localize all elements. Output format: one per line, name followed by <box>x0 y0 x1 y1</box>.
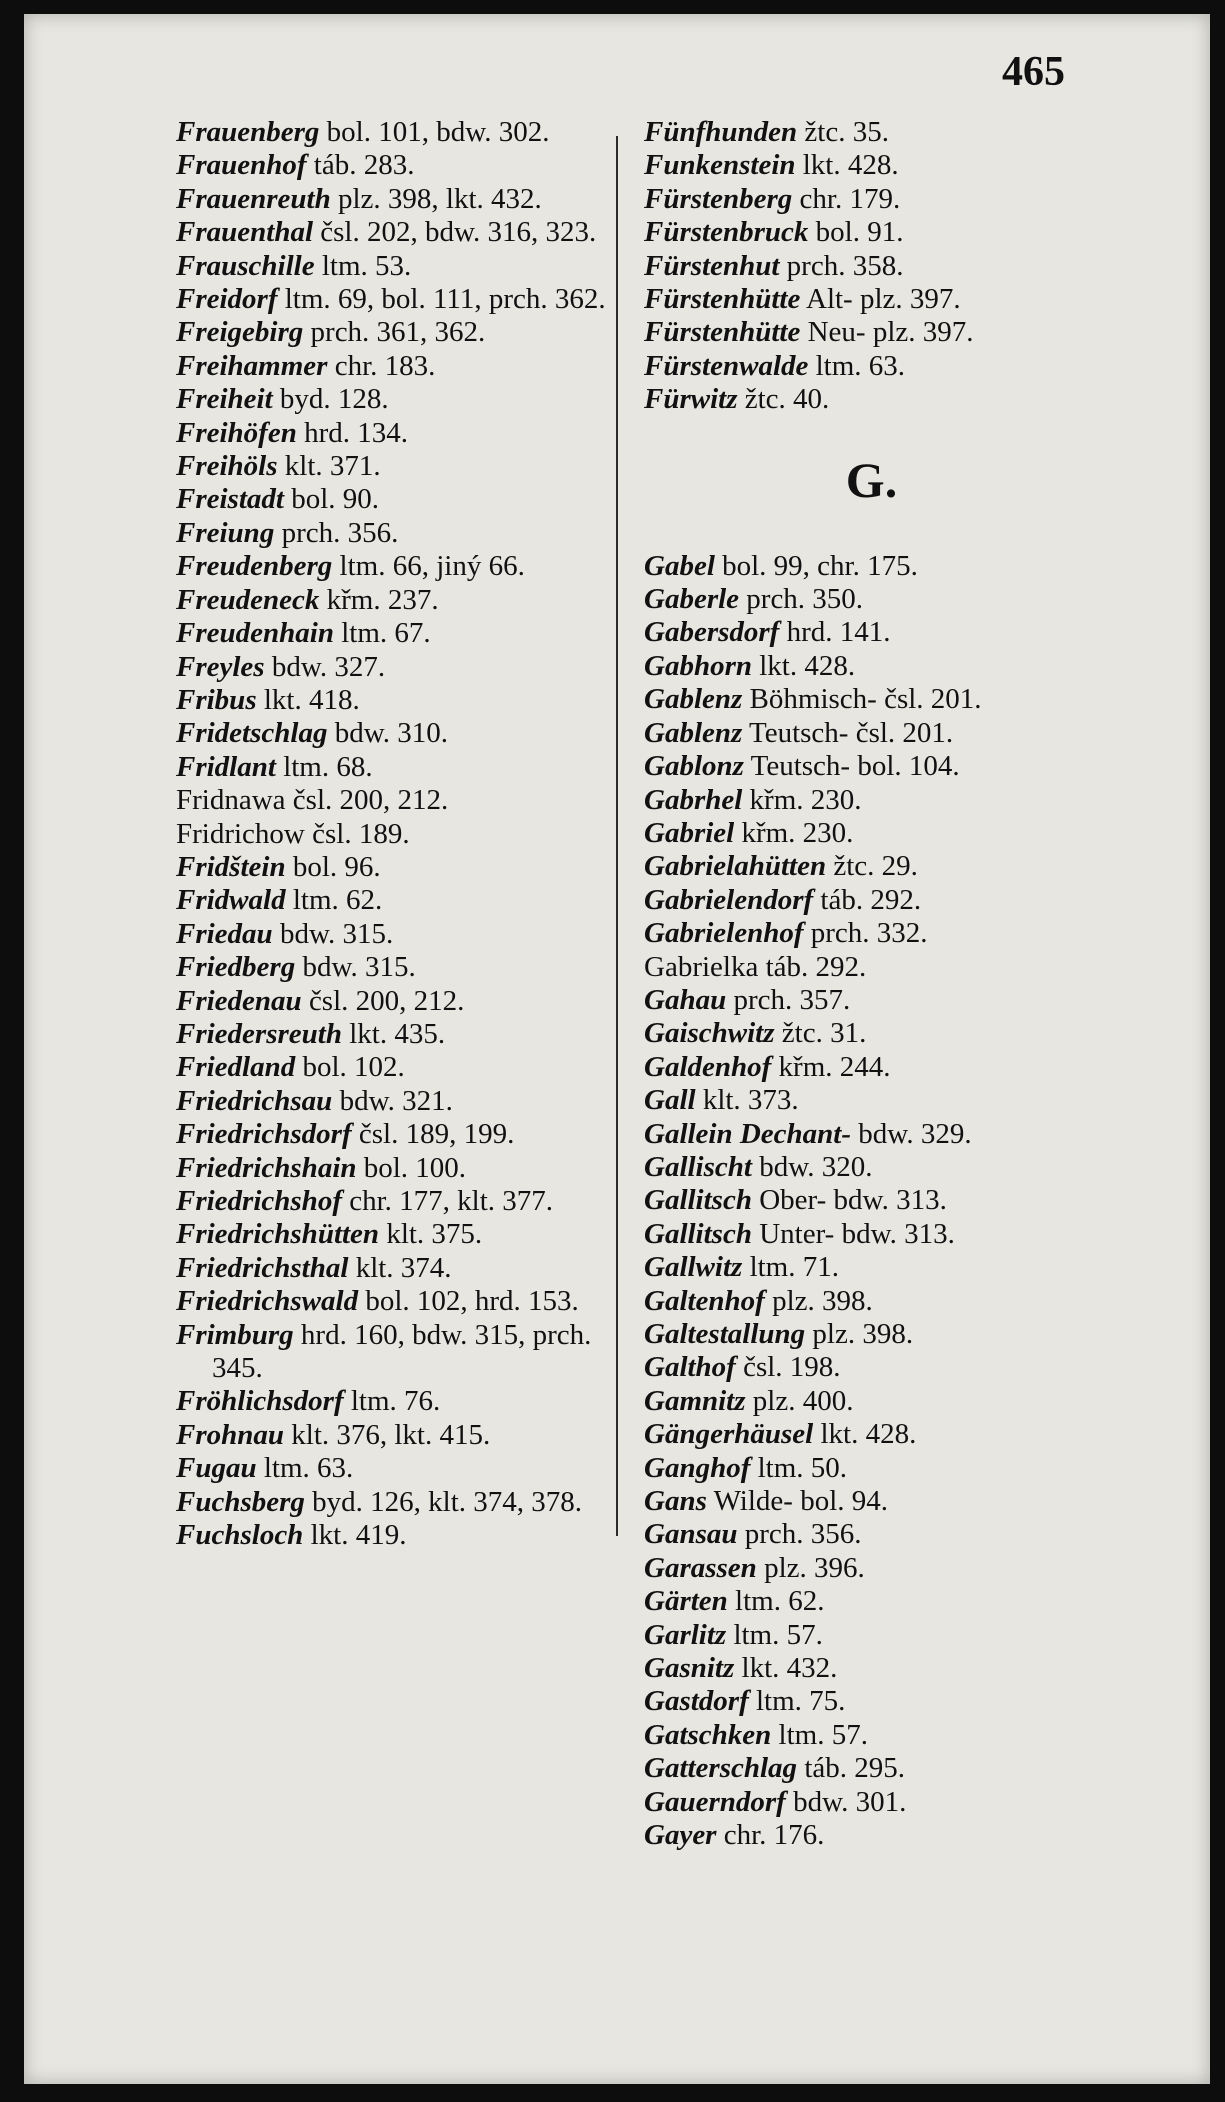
entry-place-name: Frauenreuth <box>176 182 331 215</box>
section-letter-heading: G. <box>845 451 898 508</box>
index-entry <box>644 1485 1099 1518</box>
index-entry <box>176 149 631 182</box>
entry-place-name: Friedrichshain <box>176 1151 357 1184</box>
entry-place-name: Fugau <box>176 1452 257 1485</box>
entry-reference: ltm. 76. <box>350 1385 441 1418</box>
index-entry <box>176 1085 631 1118</box>
entry-reference: plz. 400. <box>752 1384 854 1417</box>
index-entry <box>176 1152 631 1185</box>
index-entry <box>176 183 631 216</box>
index-entry <box>644 383 1099 416</box>
right-column-g-entries <box>644 550 1099 1853</box>
entry-place-name: Fürstenhütte <box>644 283 801 316</box>
entry-reference: čsl. 200, 212. <box>308 984 465 1017</box>
entry-place-name: Ganghof <box>644 1451 751 1484</box>
right-column-f-entries <box>644 116 1099 417</box>
entry-reference: křm. 237. <box>326 583 439 616</box>
entry-place-name: Fridlant <box>176 750 276 783</box>
entry-reference: bdw. 327. <box>271 650 386 683</box>
entry-place-name: Gallitsch <box>644 1217 752 1250</box>
entry-reference: klt. 371. <box>284 450 381 483</box>
entry-place-name: Gans <box>644 1485 707 1518</box>
entry-reference: Wilde- bol. 94. <box>713 1485 889 1518</box>
index-entry <box>176 851 631 884</box>
index-entry <box>176 350 631 383</box>
index-entry <box>176 784 631 817</box>
entry-reference: ltm. 57. <box>778 1718 868 1751</box>
index-entry <box>644 817 1099 850</box>
entry-place-name: Garassen <box>644 1551 757 1584</box>
entry-reference: ltm. 57. <box>733 1618 823 1651</box>
entry-reference: klt. 375. <box>386 1218 483 1251</box>
entry-reference: lkt. 428. <box>820 1418 917 1451</box>
index-entry <box>644 550 1099 583</box>
entry-place-name: Garlitz <box>644 1618 727 1651</box>
index-entry <box>644 717 1099 750</box>
entry-place-name: Galdenhof <box>644 1050 772 1083</box>
entry-reference: prch. 332. <box>810 917 928 950</box>
entry-reference: bdw. 321. <box>339 1084 453 1117</box>
index-entry <box>644 1251 1099 1284</box>
index-entry <box>176 751 631 784</box>
entry-place-name: Frauenthal <box>176 216 313 249</box>
entry-reference: lkt. 428. <box>802 149 899 182</box>
index-entry <box>176 1018 631 1051</box>
entry-reference: chr. 176. <box>723 1819 825 1852</box>
entry-reference: bdw. 329. <box>858 1117 972 1150</box>
entry-reference: bol. 91. <box>815 216 904 249</box>
page-number: 465 <box>1002 49 1065 95</box>
entry-place-name: Freudenberg <box>176 550 333 583</box>
index-entry <box>644 216 1099 249</box>
entry-place-name: Gallein Dechant- <box>644 1117 852 1150</box>
entry-reference: ltm. 53. <box>321 249 412 282</box>
right-column <box>644 116 1099 1853</box>
entry-place-name: Gabhorn <box>644 649 752 682</box>
entry-reference: lkt. 435. <box>349 1017 446 1050</box>
entry-place-name: Frauenberg <box>176 116 320 148</box>
entry-place-name: Gaischwitz <box>644 1017 775 1050</box>
index-entry <box>176 483 631 516</box>
entry-reference: hrd. 160, bdw. 315, prch. 345. <box>212 1318 592 1385</box>
entry-reference: bol. 96. <box>292 850 381 883</box>
entry-reference: ltm. 66, jiný 66. <box>339 550 525 583</box>
entry-place-name: Gaberle <box>644 583 740 616</box>
index-entry <box>644 1685 1099 1718</box>
entry-reference: Teutsch- čsl. 201. <box>749 716 954 749</box>
entry-reference: bdw. 310. <box>334 717 449 750</box>
entry-reference: bdw. 320. <box>759 1150 873 1183</box>
index-entry <box>644 149 1099 182</box>
entry-place-name: Freudenhain <box>176 617 334 650</box>
entry-place-name: Fuchsberg <box>176 1485 305 1518</box>
index-entry <box>644 583 1099 616</box>
index-entry <box>176 985 631 1018</box>
entry-reference: ltm. 75. <box>755 1685 846 1718</box>
entry-place-name: Friedberg <box>176 951 296 984</box>
entry-place-name: Freudeneck <box>176 583 320 616</box>
index-entry <box>176 584 631 617</box>
index-entry <box>176 617 631 650</box>
entry-place-name: Gärten <box>644 1585 728 1618</box>
index-entry <box>644 984 1099 1017</box>
entry-reference: ltm. 69, bol. 111, prch. 362. <box>284 283 606 316</box>
entry-reference: bdw. 315. <box>279 917 394 950</box>
entry-reference: bol. 99, chr. 175. <box>722 549 918 582</box>
index-entry <box>644 1118 1099 1151</box>
index-entry <box>176 450 631 483</box>
entry-place-name: Frauenhof <box>176 149 307 182</box>
index-entry <box>176 383 631 416</box>
entry-place-name: Frauschille <box>176 249 315 282</box>
index-entry <box>644 1351 1099 1384</box>
entry-reference: chr. 183. <box>334 349 436 382</box>
entry-place-name: Friedrichshütten <box>176 1218 380 1251</box>
entry-place-name: Galtestallung <box>644 1318 806 1350</box>
entry-reference: plz. 398, lkt. 432. <box>337 182 542 215</box>
entry-reference: žtc. 35. <box>804 116 889 148</box>
index-entry <box>644 250 1099 283</box>
entry-reference: čsl. 198. <box>743 1351 841 1384</box>
index-entry <box>176 651 631 684</box>
left-column <box>176 116 631 1552</box>
index-entry <box>176 684 631 717</box>
index-entry <box>176 1486 631 1519</box>
entry-place-name: Freyles <box>176 650 265 683</box>
entry-reference: čsl. 189. <box>312 817 410 850</box>
entry-reference: táb. 283. <box>313 149 415 182</box>
entry-reference: táb. 295. <box>804 1752 905 1785</box>
index-entry <box>644 1017 1099 1050</box>
entry-reference: ltm. 63. <box>815 349 906 382</box>
index-entry <box>644 1619 1099 1652</box>
index-entry <box>644 1285 1099 1318</box>
index-entry <box>176 517 631 550</box>
index-entry <box>644 1318 1099 1351</box>
index-entry <box>176 918 631 951</box>
entry-place-name: Fürwitz <box>644 383 738 416</box>
entry-place-name: Freihöls <box>176 450 278 483</box>
entry-place-name: Gallwitz <box>644 1251 743 1284</box>
entry-place-name: Gabriel <box>644 816 735 849</box>
entry-place-name: Fürstenwalde <box>644 349 809 382</box>
index-entry <box>644 183 1099 216</box>
index-entry <box>176 717 631 750</box>
entry-place-name: Freiheit <box>176 383 273 416</box>
index-entry <box>644 1418 1099 1451</box>
entry-reference: prch. 358. <box>786 249 904 282</box>
entry-reference: Alt- plz. 397. <box>806 283 961 316</box>
entry-reference: hrd. 141. <box>786 616 891 649</box>
index-entry <box>644 1518 1099 1551</box>
entry-place-name: Gayer <box>644 1819 717 1852</box>
entry-reference: prch. 357. <box>733 983 851 1016</box>
entry-reference: bol. 90. <box>291 483 380 516</box>
entry-reference: bdw. 315. <box>302 951 416 984</box>
entry-reference: ltm. 50. <box>757 1451 848 1484</box>
entry-place-name: Friedrichswald <box>176 1285 359 1318</box>
entry-place-name: Friedenau <box>176 984 302 1017</box>
index-entry <box>644 917 1099 950</box>
entry-place-name: Frohnau <box>176 1418 285 1451</box>
entry-place-name: Gansau <box>644 1518 738 1551</box>
index-entry <box>644 1452 1099 1485</box>
entry-reference: lkt. 432. <box>741 1652 838 1685</box>
entry-reference: prch. 356. <box>744 1518 862 1551</box>
entry-reference: žtc. 31. <box>781 1017 867 1050</box>
entry-place-name: Fröhlichsdorf <box>176 1385 344 1418</box>
entry-place-name: Fuchsloch <box>176 1519 304 1552</box>
entry-reference: čsl. 200, 212. <box>292 784 449 817</box>
index-entry <box>644 316 1099 349</box>
index-entry <box>176 1452 631 1485</box>
index-entry <box>176 1419 631 1452</box>
index-entry <box>176 1051 631 1084</box>
entry-place-name: Gabel <box>644 549 715 582</box>
index-entry <box>644 116 1099 149</box>
entry-place-name: Gasnitz <box>644 1652 735 1685</box>
entry-reference: křm. 244. <box>778 1050 891 1083</box>
index-entry <box>176 1218 631 1251</box>
entry-reference: čsl. 202, bdw. 316, 323. <box>320 216 597 249</box>
index-entry <box>644 283 1099 316</box>
entry-reference: lkt. 419. <box>310 1519 407 1552</box>
index-entry <box>176 417 631 450</box>
index-entry <box>176 1385 631 1418</box>
entry-reference: plz. 396. <box>764 1551 865 1584</box>
entry-reference: klt. 374. <box>355 1251 452 1284</box>
entry-reference: Teutsch- bol. 104. <box>750 750 960 783</box>
entry-place-name: Frimburg <box>176 1318 294 1351</box>
entry-reference: chr. 179. <box>799 182 901 215</box>
index-entry <box>644 1218 1099 1251</box>
index-entry <box>644 784 1099 817</box>
entry-place-name: Freidorf <box>176 283 278 316</box>
entry-reference: táb. 292. <box>820 883 922 916</box>
entry-place-name: Gabrielahütten <box>644 850 827 883</box>
entry-place-name: Gabrielendorf <box>644 883 814 916</box>
index-entry <box>644 1585 1099 1618</box>
entry-reference: plz. 398. <box>772 1284 873 1317</box>
entry-reference: lkt. 428. <box>759 649 856 682</box>
index-entry <box>176 1185 631 1218</box>
entry-place-name: Fünfhunden <box>644 116 798 148</box>
entry-reference: Neu- plz. 397. <box>807 316 974 349</box>
entry-place-name: Gabersdorf <box>644 616 780 649</box>
entry-place-name: Gabrhel <box>644 783 743 816</box>
entry-place-name: Gallischt <box>644 1150 752 1183</box>
entry-place-name: Fridrichow <box>176 817 305 850</box>
entry-place-name: Galtenhof <box>644 1284 765 1317</box>
book-page <box>24 14 1210 2084</box>
index-entry <box>176 818 631 851</box>
entry-place-name: Freistadt <box>176 483 284 516</box>
index-entry <box>644 650 1099 683</box>
entry-place-name: Gastdorf <box>644 1685 749 1718</box>
index-entry <box>176 250 631 283</box>
index-entry <box>644 884 1099 917</box>
index-entry <box>176 884 631 917</box>
entry-place-name: Funkenstein <box>644 149 796 182</box>
entry-reference: bol. 100. <box>363 1151 467 1184</box>
entry-place-name: Galthof <box>644 1351 736 1384</box>
index-entry <box>176 116 631 149</box>
entry-place-name: Fridštein <box>176 850 286 883</box>
index-entry <box>644 1051 1099 1084</box>
index-entry <box>176 1118 631 1151</box>
entry-place-name: Fürstenhut <box>644 249 780 282</box>
entry-place-name: Gablenz <box>644 683 743 716</box>
entry-place-name: Gamnitz <box>644 1384 746 1417</box>
entry-reference: prch. 361, 362. <box>310 316 486 349</box>
index-entry <box>644 1752 1099 1785</box>
entry-place-name: Fürstenhütte <box>644 316 801 349</box>
entry-place-name: Gallitsch <box>644 1184 752 1217</box>
entry-reference: ltm. 63. <box>263 1452 354 1485</box>
entry-reference: křm. 230. <box>741 816 854 849</box>
index-entry <box>176 1252 631 1285</box>
entry-place-name: Friedland <box>176 1051 296 1084</box>
entry-reference: prch. 350. <box>746 583 864 616</box>
entry-reference: křm. 230. <box>749 783 862 816</box>
index-entry <box>644 1151 1099 1184</box>
entry-place-name: Freihammer <box>176 349 328 382</box>
entry-reference: klt. 376, lkt. 415. <box>291 1418 491 1451</box>
entry-place-name: Friedrichsau <box>176 1084 333 1117</box>
entry-reference: byd. 126, klt. 374, 378. <box>312 1485 583 1518</box>
entry-place-name: Gängerhäusel <box>644 1418 814 1451</box>
index-entry <box>644 1652 1099 1685</box>
index-entry <box>644 1084 1099 1117</box>
entry-place-name: Gahau <box>644 983 727 1016</box>
index-entry <box>644 1184 1099 1217</box>
entry-reference: čsl. 189, 199. <box>358 1118 515 1151</box>
index-entry <box>176 951 631 984</box>
index-entry <box>176 216 631 249</box>
entry-place-name: Fridnawa <box>176 784 286 817</box>
entry-reference: ltm. 71. <box>749 1251 839 1284</box>
entry-reference: táb. 292. <box>765 950 867 983</box>
index-entry <box>644 1552 1099 1585</box>
entry-reference: ltm. 62. <box>292 884 383 917</box>
entry-reference: Ober- bdw. 313. <box>759 1184 947 1217</box>
entry-place-name: Gablenz <box>644 716 743 749</box>
index-entry <box>176 550 631 583</box>
entry-place-name: Fridetschlag <box>176 717 328 750</box>
index-entry <box>176 1519 631 1552</box>
entry-place-name: Fürstenbruck <box>644 216 809 249</box>
entry-place-name: Fürstenberg <box>644 182 793 215</box>
entry-place-name: Fribus <box>176 683 257 716</box>
entry-place-name: Gabrielenhof <box>644 917 804 950</box>
index-entry <box>644 951 1099 984</box>
entry-place-name: Friedau <box>176 917 273 950</box>
index-entry <box>644 350 1099 383</box>
index-entry <box>644 850 1099 883</box>
entry-reference: klt. 373. <box>702 1084 799 1117</box>
entry-place-name: Gall <box>644 1084 696 1117</box>
entry-place-name: Friedersreuth <box>176 1017 342 1050</box>
entry-reference: ltm. 62. <box>735 1585 825 1618</box>
index-entry <box>176 1319 631 1386</box>
entry-reference: lkt. 418. <box>263 683 360 716</box>
entry-reference: Böhmisch- čsl. 201. <box>749 683 982 716</box>
index-entry <box>644 1819 1099 1852</box>
index-entry <box>644 683 1099 716</box>
index-entry <box>176 316 631 349</box>
entry-reference: chr. 177, klt. 377. <box>349 1185 554 1217</box>
entry-reference: žtc. 29. <box>833 850 918 883</box>
entry-place-name: Gauerndorf <box>644 1785 786 1818</box>
index-entry <box>644 616 1099 649</box>
entry-reference: ltm. 68. <box>283 750 373 783</box>
entry-place-name: Friedrichsthal <box>176 1251 349 1284</box>
entry-reference: žtc. 40. <box>744 383 830 416</box>
entry-place-name: Gatterschlag <box>644 1752 798 1785</box>
entry-reference: hrd. 134. <box>304 416 409 449</box>
entry-reference: Unter- bdw. 313. <box>759 1217 955 1250</box>
entry-place-name: Gablonz <box>644 750 744 783</box>
entry-place-name: Gabrielka <box>644 950 759 983</box>
index-entry <box>644 1719 1099 1752</box>
entry-place-name: Fridwald <box>176 884 286 917</box>
entry-reference: bdw. 301. <box>793 1785 907 1818</box>
entry-place-name: Freiung <box>176 516 275 549</box>
entry-place-name: Friedrichshof <box>176 1185 342 1217</box>
entry-reference: ltm. 67. <box>341 617 431 650</box>
entry-reference: bol. 102. <box>302 1051 405 1084</box>
entry-place-name: Freihöfen <box>176 416 297 449</box>
entry-place-name: Friedrichsdorf <box>176 1118 352 1151</box>
index-entry <box>644 1385 1099 1418</box>
entry-reference: prch. 356. <box>281 516 399 549</box>
index-entry <box>176 283 631 316</box>
entry-place-name: Gatschken <box>644 1718 772 1751</box>
entry-reference: byd. 128. <box>279 383 389 416</box>
entry-reference: plz. 398. <box>812 1318 914 1350</box>
entry-place-name: Freigebirg <box>176 316 304 349</box>
entry-reference: bol. 101, bdw. 302. <box>326 116 550 148</box>
index-entry <box>176 1285 631 1318</box>
index-entry <box>644 1786 1099 1819</box>
entry-reference: bol. 102, hrd. 153. <box>365 1285 579 1318</box>
index-entry <box>644 750 1099 783</box>
